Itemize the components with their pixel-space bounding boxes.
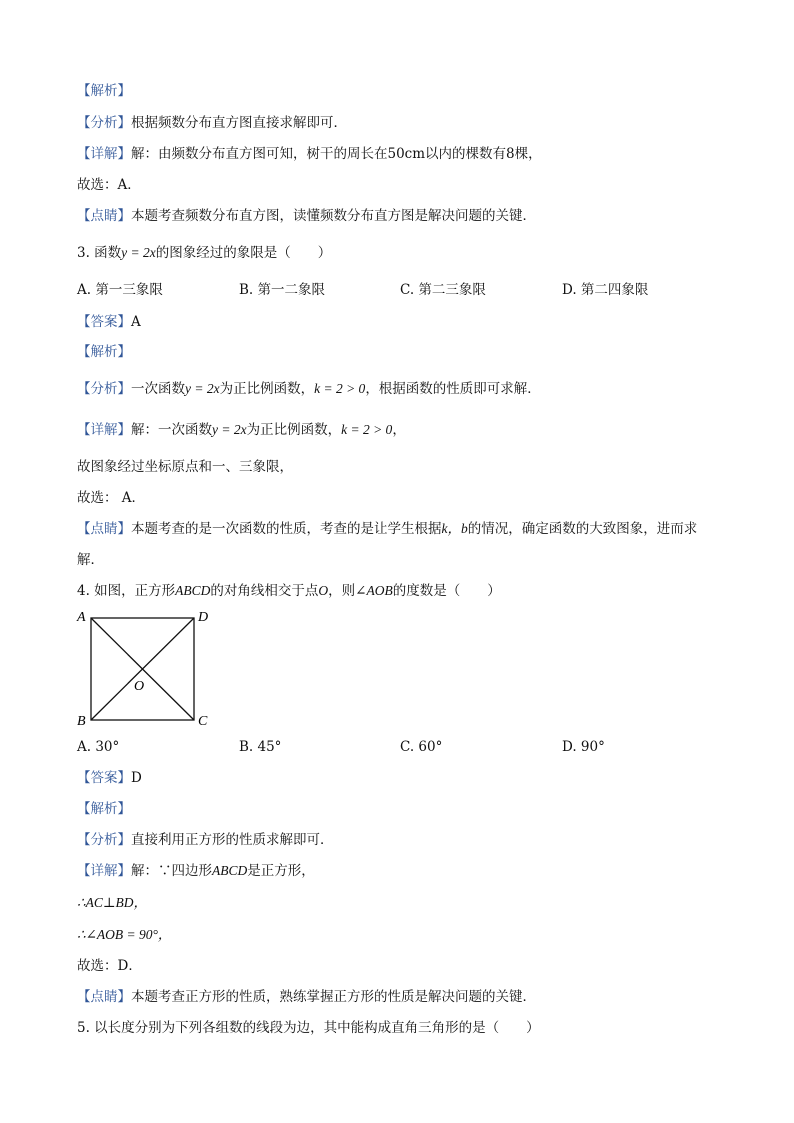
q3-option-d: D. 第二四象限: [562, 282, 649, 298]
label-c: C: [198, 714, 208, 729]
q4-step2: ∴∠AOB = 90°，: [77, 927, 172, 942]
q4-option-c: C. 60°: [400, 739, 443, 755]
label-a: A: [77, 610, 86, 625]
label-d: D: [198, 610, 209, 625]
q4-step1: ∴AC⊥BD，: [77, 895, 148, 910]
label-b: B: [77, 714, 86, 729]
q5-stem: 5. 以长度分别为下列各组数的线段为边，其中能构成直角三角形的是（ ）: [77, 1020, 540, 1036]
q3-detail: 【详解】解：一次函数y = 2x为正比例函数，k = 2 > 0，: [77, 422, 406, 438]
q4-analysis-heading: 【解析】: [77, 801, 131, 817]
q4-option-b: B. 45°: [239, 739, 282, 755]
q4-answer: 【答案】D: [77, 770, 142, 786]
q3-detail-line2: 故图象经过坐标原点和一、三象限，: [77, 459, 293, 475]
q4-dianjing: 【点睛】本题考查正方形的性质，熟练掌握正方形的性质是解决问题的关键．: [77, 989, 536, 1005]
q3-choose: 故选： A．: [77, 490, 146, 506]
q2-fenxi: 【分析】根据频数分布直方图直接求解即可．: [77, 115, 347, 131]
q4-choose: 故选：D．: [77, 958, 142, 974]
q2-choose: 故选：A．: [77, 177, 141, 193]
square-figure: [72, 604, 222, 730]
q3-option-a: A. 第一三象限: [77, 282, 163, 298]
q4-option-d: D. 90°: [562, 739, 605, 755]
q4-stem: 4. 如图，正方形ABCD的对角线相交于点O，则∠AOB的度数是（ ）: [77, 583, 501, 599]
q3-analysis-heading: 【解析】: [77, 344, 131, 360]
q4-detail: 【详解】解：∵四边形ABCD是正方形，: [77, 863, 315, 879]
q3-stem: 3. 函数y = 2x的图象经过的象限是（ ）: [77, 245, 332, 261]
q3-answer: 【答案】A: [77, 314, 141, 330]
analysis-heading: 【解析】: [77, 83, 131, 99]
q4-option-a: A. 30°: [77, 739, 120, 755]
q2-dianjing: 【点睛】本题考查频数分布直方图，读懂频数分布直方图是解决问题的关键．: [77, 208, 536, 224]
label-o: O: [134, 679, 145, 694]
q3-fenxi: 【分析】一次函数y = 2x为正比例函数，k = 2 > 0，根据函数的性质即可求解．: [77, 381, 541, 397]
q4-fenxi: 【分析】直接利用正方形的性质求解即可．: [77, 832, 334, 848]
q3-dianjing: 【点睛】本题考查的是一次函数的性质，考查的是让学生根据k，b的情况，确定函数的大致图象，进而求: [77, 521, 698, 537]
q3-option-b: B. 第一二象限: [239, 282, 326, 298]
q2-detail: 【详解】解：由频数分布直方图可知，树干的周长在50cm以内的棵数有8棵，: [77, 146, 542, 162]
q3-dianjing-line2: 解．: [77, 552, 104, 568]
q3-option-c: C. 第二三象限: [400, 282, 486, 298]
